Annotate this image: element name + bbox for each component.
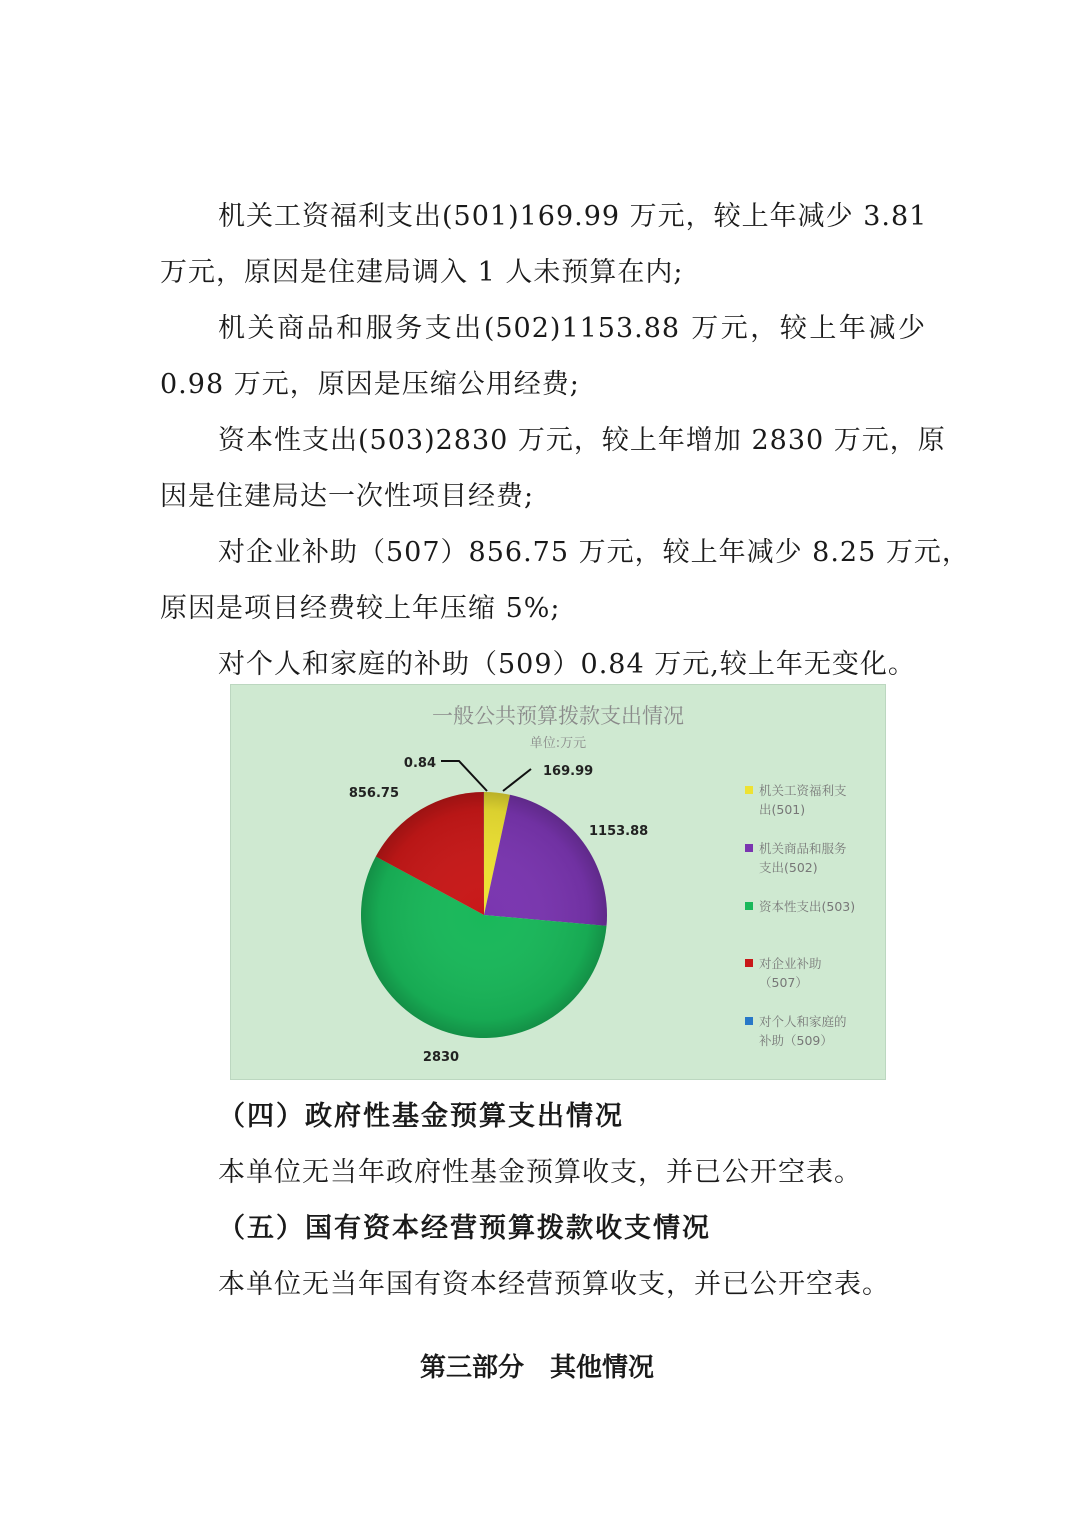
section-four-heading: （四）政府性基金预算支出情况 bbox=[218, 1101, 624, 1132]
chart-subtitle: 单位:万元 bbox=[529, 736, 587, 751]
para-503-line2: 因是住建局达一次性项目经费; bbox=[160, 481, 535, 512]
legend-entry: 对企业补助 bbox=[759, 956, 822, 971]
para-509-line1: 对个人和家庭的补助（509）0.84 万元,较上年无变化。 bbox=[218, 649, 916, 680]
chart-legend bbox=[745, 783, 855, 1048]
para-501-line1: 机关工资福利支出(501)169.99 万元，较上年减少 3.81 bbox=[218, 201, 928, 232]
data-label-slice-501: 169.99 bbox=[543, 764, 594, 779]
legend-entry: 机关商品和服务 bbox=[759, 841, 847, 856]
legend-swatch bbox=[745, 844, 753, 852]
section-four-text: 本单位无当年政府性基金预算收支，并已公开空表。 bbox=[218, 1157, 862, 1188]
legend-entry: 对个人和家庭的 bbox=[759, 1014, 847, 1029]
para-502-line2: 0.98 万元，原因是压缩公用经费; bbox=[160, 369, 580, 400]
para-503-line1: 资本性支出(503)2830 万元，较上年增加 2830 万元，原 bbox=[218, 425, 946, 456]
leader-line bbox=[503, 769, 531, 791]
section-five-text: 本单位无当年国有资本经营预算收支，并已公开空表。 bbox=[218, 1269, 890, 1300]
pie-shading bbox=[361, 792, 607, 1038]
chart-title: 一般公共预算拨款支出情况 bbox=[432, 704, 684, 728]
section-five-heading: （五）国有资本经营预算拨款收支情况 bbox=[218, 1213, 711, 1244]
data-label-slice-507: 856.75 bbox=[348, 786, 399, 801]
legend-entry: 支出(502) bbox=[759, 860, 818, 875]
para-507-line1: 对企业补助（507）856.75 万元，较上年减少 8.25 万元， bbox=[218, 537, 970, 568]
legend-swatch bbox=[745, 786, 753, 794]
legend-swatch bbox=[745, 959, 753, 967]
legend-entry: 机关工资福利支 bbox=[759, 783, 847, 798]
para-507-line2: 原因是项目经费较上年压缩 5%; bbox=[160, 593, 561, 624]
expenditure-pie-chart bbox=[230, 684, 886, 1080]
data-label-slice-503: 2830 bbox=[422, 1050, 460, 1065]
pie-chart-svg bbox=[231, 685, 885, 1079]
pie-slices bbox=[361, 792, 607, 1038]
data-label-slice-502: 1153.88 bbox=[589, 824, 649, 839]
legend-entry: 补助（509） bbox=[759, 1033, 833, 1048]
part-three-title: 第三部分 其他情况 bbox=[419, 1353, 654, 1383]
legend-swatch bbox=[745, 902, 753, 910]
legend-entry: （507） bbox=[759, 975, 808, 990]
para-502-line1: 机关商品和服务支出(502)1153.88 万元，较上年减少 bbox=[218, 313, 926, 344]
legend-swatch bbox=[745, 1017, 753, 1025]
para-501-line2: 万元，原因是住建局调入 1 人未预算在内; bbox=[160, 257, 684, 288]
data-label-slice-509: 0.84 bbox=[403, 756, 436, 771]
leader-line bbox=[441, 761, 487, 791]
legend-entry: 出(501) bbox=[759, 802, 806, 817]
legend-entry: 资本性支出(503) bbox=[759, 899, 856, 914]
